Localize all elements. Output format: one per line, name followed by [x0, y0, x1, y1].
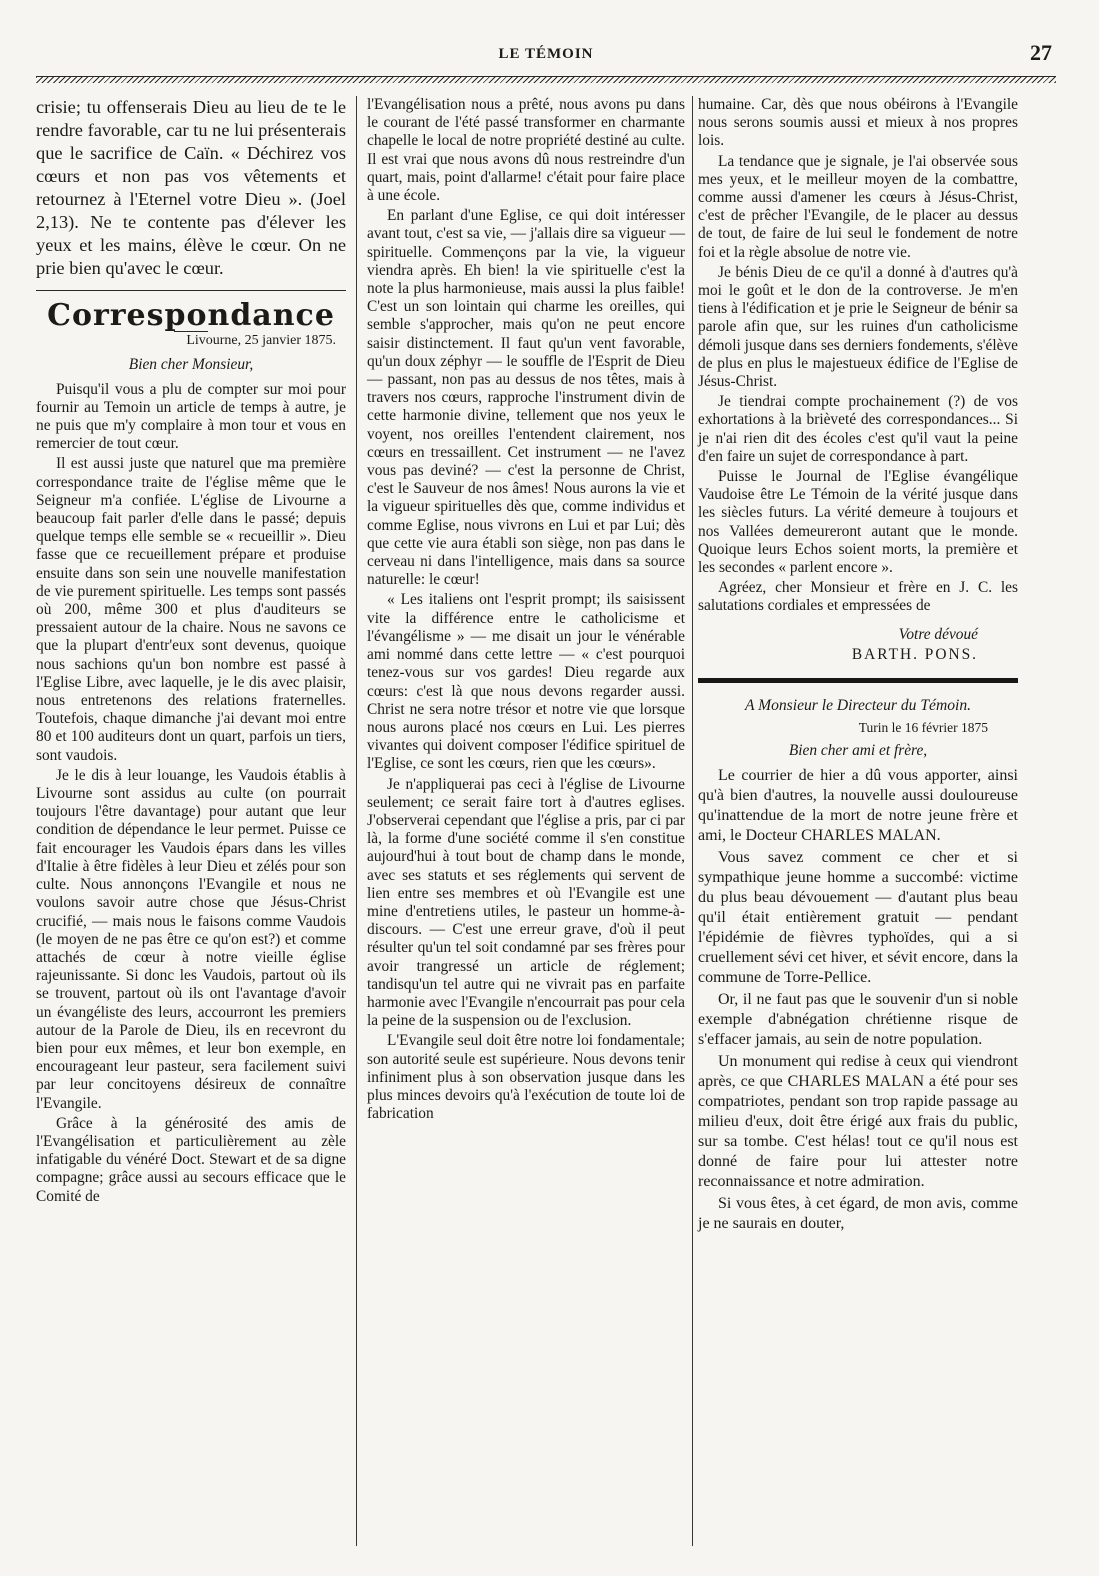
letter2-body: [698, 766, 1018, 1234]
letter2-date: Turin le 16 février 1875: [858, 720, 988, 736]
paragraph: En parlant d'une Eglise, ce qui doit intéresser avant tout, c'est sa vie, — j'allais dire sa vigueur — spirituelle. Commençons par la vie, la vigueur viendra après. Eh bien! la vie spirituelle c'est la note la plus harmonieuse, mais aussi la plus faible! C'est un son lointain qui charme les oreilles, qui semble s'approcher, mais qu'on ne peut encore saisir distinctement. Il faut qu'un vent favorable, qu'un doux zéphyr — le souffle de l'Esprit de Dieu — passant, non pas au dessus de nos têtes, mais à travers nos cœurs, rapproche l'instrument divin de cette harmonie divine, tellement que nos yeux le voyent, nos oreilles l'entendent clairement, nos cœurs en tressaillent. Cet instrument — ne l'avez vous pas deviné? — c'est la personne de Christ, c'est le Sauveur de nos âmes! Nous aurons la vie et la vigueur spirituelles dès que, comme individus et comme Eglise, nous vivrons en Lui et par Lui; dès que cette vie aura établi son siège, non pas dans le cerveau ni dans l'intelligence, mais dans sa source naturelle: le cœur!: [367, 207, 685, 589]
paragraph: Grâce à la générosité des amis de l'Evangélisation et particulièrement au zèle infatigable du vénéré Doct. Stewart et de sa digne compagne; grâce aussi au secours efficace que le Comité de: [36, 1114, 346, 1205]
running-title: LE TÉMOIN: [498, 46, 594, 62]
page-header: [36, 40, 1056, 76]
column-1: [36, 96, 346, 1576]
page-number: 27: [1030, 40, 1052, 65]
paragraph: La tendance que je signale, je l'ai observée sous mes yeux, et le meilleur moyen de la combattre, comme aussi d'amener les cœurs à Jésus-Christ, c'est de prêcher l'Evangile, de le placer au dessus de tout, de faire de lui seul le fondement de notre foi et la règle absolue de notre vie.: [698, 152, 1018, 261]
paragraph: Vous savez comment ce cher et si sympathique jeune homme a succombé: victime du plus beau dévouement — d'autant plus beau qu'il était entièrement gratuit — pendant l'épidémie de fièvres typhoïdes, qui a si cruellement sévi cet hiver, et sévit encore, dans la commune de Torre-Pellice.: [698, 848, 1018, 986]
paragraph: Un monument qui redise à ceux qui viendront après, ce que CHARLES MALAN a été pour ses compatriotes, pendant son trop rapide passage au milieu d'eux, doit être érigé aux frais du public, sur sa tombe. C'est hélas! tout ce qu'il nous est donné de faire pour lui attester notre reconnaissance et notre admiration.: [698, 1052, 1018, 1190]
paragraph: humaine. Car, dès que nous obéirons à l'Evangile nous serons soumis aussi et mieux à nos propres lois.: [698, 96, 1018, 150]
paragraph: Le courrier de hier a dû vous apporter, ainsi qu'à bien d'autres, la nouvelle aussi douloureuse qu'inattendue de la mort de notre jeune frère et ami, le Docteur CHARLES MALAN.: [698, 766, 1018, 844]
signature-closing: Votre dévoué: [898, 625, 978, 643]
paragraph: Puisqu'il vous a plu de compter sur moi pour fournir au Temoin un article de temps à autre, je ne puis que m'y complaire à mon tour et vous en remercier de tout cœur.: [36, 380, 346, 453]
paragraph: Or, il ne faut pas que le souvenir d'un si noble exemple d'abnégation chrétienne risque de s'effacer jamais, au sein de notre population.: [698, 990, 1018, 1048]
paragraph: Il est aussi juste que naturel que ma première correspondance traite de l'église même que le Seigneur m'a confiée. L'église de Livourne a beaucoup fait parler d'elle dans le passé; depuis quelque temps elle semble se « recueillir ». Dieu fasse que ce recueillement prépare et produise ensuite dans son sein une nouvelle manifestation de vie purement spirituelle. Les temps sont passés où 200, même 300 et plus d'auditeurs se pressaient autour de la chaire. Nous ne savons ce que la plupart d'entr'eux sont devenus, quoique nous sachions qu'un bon nombre est passé à l'Eglise Libre, avec laquelle, je le dis avec plaisir, nous entretenons des relations fraternelles. Toutefois, chaque dimanche j'ai devant moi entre 80 et 100 auditeurs dont un quart, parfois un tiers, sont vaudois.: [36, 455, 346, 764]
header-rule: [36, 76, 1056, 83]
article-divider: [698, 678, 1018, 683]
column-divider: [692, 96, 693, 1546]
paragraph: Je tiendrai compte prochainement (?) de vos exhortations à la brièveté des correspondances... Si je n'ai rien dit des écoles c'est qu'il vaut la peine d'en faire un sujet de correspondance à part.: [698, 393, 1018, 465]
paragraph: Agréez, cher Monsieur et frère en J. C. les salutations cordiales et empressées de: [698, 579, 1018, 615]
paragraph: Puisse le Journal de l'Eglise évangélique Vaudoise être Le Témoin de la vérité jusque dans les siècles futurs. La vérité demeure à toujours et nos Vallées demeureront autant que le monde. Quoique leurs Echos soient morts, la première et les secondes « parlent encore ».: [698, 468, 1018, 577]
paragraph: Je bénis Dieu de ce qu'il a donné à d'autres qu'à moi le goût et le don de la controverse. Je m'en tiens à l'édification et je prie le Seigneur de bénir sa parole afin que, sur les ruines d'un catholicisme démoli jusque dans ses derniers fondements, s'élève de plus en plus le majestueux édifice de l'Eglise de Jésus-Christ.: [698, 263, 1018, 391]
letter-salutation: Bien cher Monsieur,: [128, 356, 254, 374]
continued-text: [36, 96, 346, 280]
paragraph: Je n'appliquerai pas ceci à l'église de Livourne seulement; ce serait faire tort à d'autres eglises. J'observerai cependant que l'église a pris, par ci par là, la forme d'une société comme il s'en constitue aujourd'hui à tout bout de champ dans le monde, avec ses statuts et ses réglements qui servent de lien entre ses membres et où l'Evangile est une mine d'entretiens utiles, le pasteur un homme-à-discours. — C'est une erreur grave, d'où il peut résulter qu'un tel soit condamné par ses frères pour avoir trangressé un article de réglement; tandisqu'un tel autre qui ne vivrait pas en parfaite harmonie avec l'Evangile n'encourrait pas pour cela la peine de la suspension ou de l'exclusion.: [367, 775, 685, 1030]
paragraph: l'Evangélisation nous a prêté, nous avons pu dans le courant de l'été passé transformer en charmante chapelle le local de notre propriété destiné au culte. Il est vrai que nous avons dû nous restreindre d'un quart, mais, point d'allarme! c'était pour faire place à une école.: [367, 96, 685, 205]
letter2-heading: A Monsieur le Directeur du Témoin.: [744, 697, 972, 715]
paragraph: L'Evangile seul doit être notre loi fondamentale; son autorité seule est supérieure. Nous devons tenir infiniment plus à son observation jusque dans les plus minces devoirs qu'à l'exécution de toute loi de fabrication: [367, 1032, 685, 1123]
section-divider: [36, 290, 346, 291]
column-divider: [356, 96, 357, 1546]
signature-name: BARTH. PONS.: [851, 645, 978, 663]
letter2-salutation: Bien cher ami et frère,: [788, 741, 928, 759]
continued-paragraph: crisie; tu offenserais Dieu au lieu de te le rendre favorable, car tu ne lui présenterais que le sacrifice de Caïn. « Déchirez vos cœurs et non pas vos vêtements et retournez à l'Eternel votre Dieu ». (Joel 2,13). Ne te contente pas d'élever les yeux et les mains, élève le cœur. On ne prie bien qu'avec le cœur.: [36, 97, 346, 278]
paragraph: Si vous êtes, à cet égard, de mon avis, comme je ne saurais en douter,: [698, 1194, 1018, 1232]
section-title: Correspondance: [47, 298, 335, 333]
paragraph: « Les italiens ont l'esprit prompt; ils saisissent vite la différence entre le catholicisme et l'évangélisme » — me disait un jour le vénérable ami nommé dans cette lettre — « c'est pourquoi tenez-vous sur vos gardes! Dieu regarde aux cœurs: c'est là que nous devons regarder aussi. Christ ne sera notre trésor et notre vie que lorsque nous aurons placé nos cœurs en Lui. Les pierres vivantes qui doivent composer l'édifice spirituel de l'Eglise, ce sont les cœurs, rien que les cœurs».: [367, 591, 685, 773]
letter-dateline: Livourne, 25 janvier 1875.: [186, 333, 336, 349]
column-2: [367, 96, 685, 1576]
paragraph: Je le dis à leur louange, les Vaudois établis à Livourne sont assidus au culte (on pourrait toujours l'être davantage) pour autant que leur condition de dépendance le leur permet. Puisse ce fait encourager les Vaudois épars dans les villes d'Italie à être fidèles à leur Dieu et zélés pour son culte. Nous annonçons l'Evangile et nous ne voulons savoir autre chose que Jésus-Christ crucifié, — mais nous le faisons comme Vaudois (le moyen de ne pas être ce qu'on est?) et comme attachés de cœur à notre vieille église rajeunissante. Si donc les Vaudois, partout où ils se trouvent, partout où ils ont l'avantage d'avoir un évangéliste des leurs, accourront les premiers autour de la Parole de Dieu, ils en recevront du bien pour eux mêmes, et leur bon exemple, en encourageant leur pasteur, sera facilement suivi par leur concitoyens désireux de connaître l'Evangile.: [36, 766, 346, 1112]
column-3: [698, 96, 1018, 1576]
